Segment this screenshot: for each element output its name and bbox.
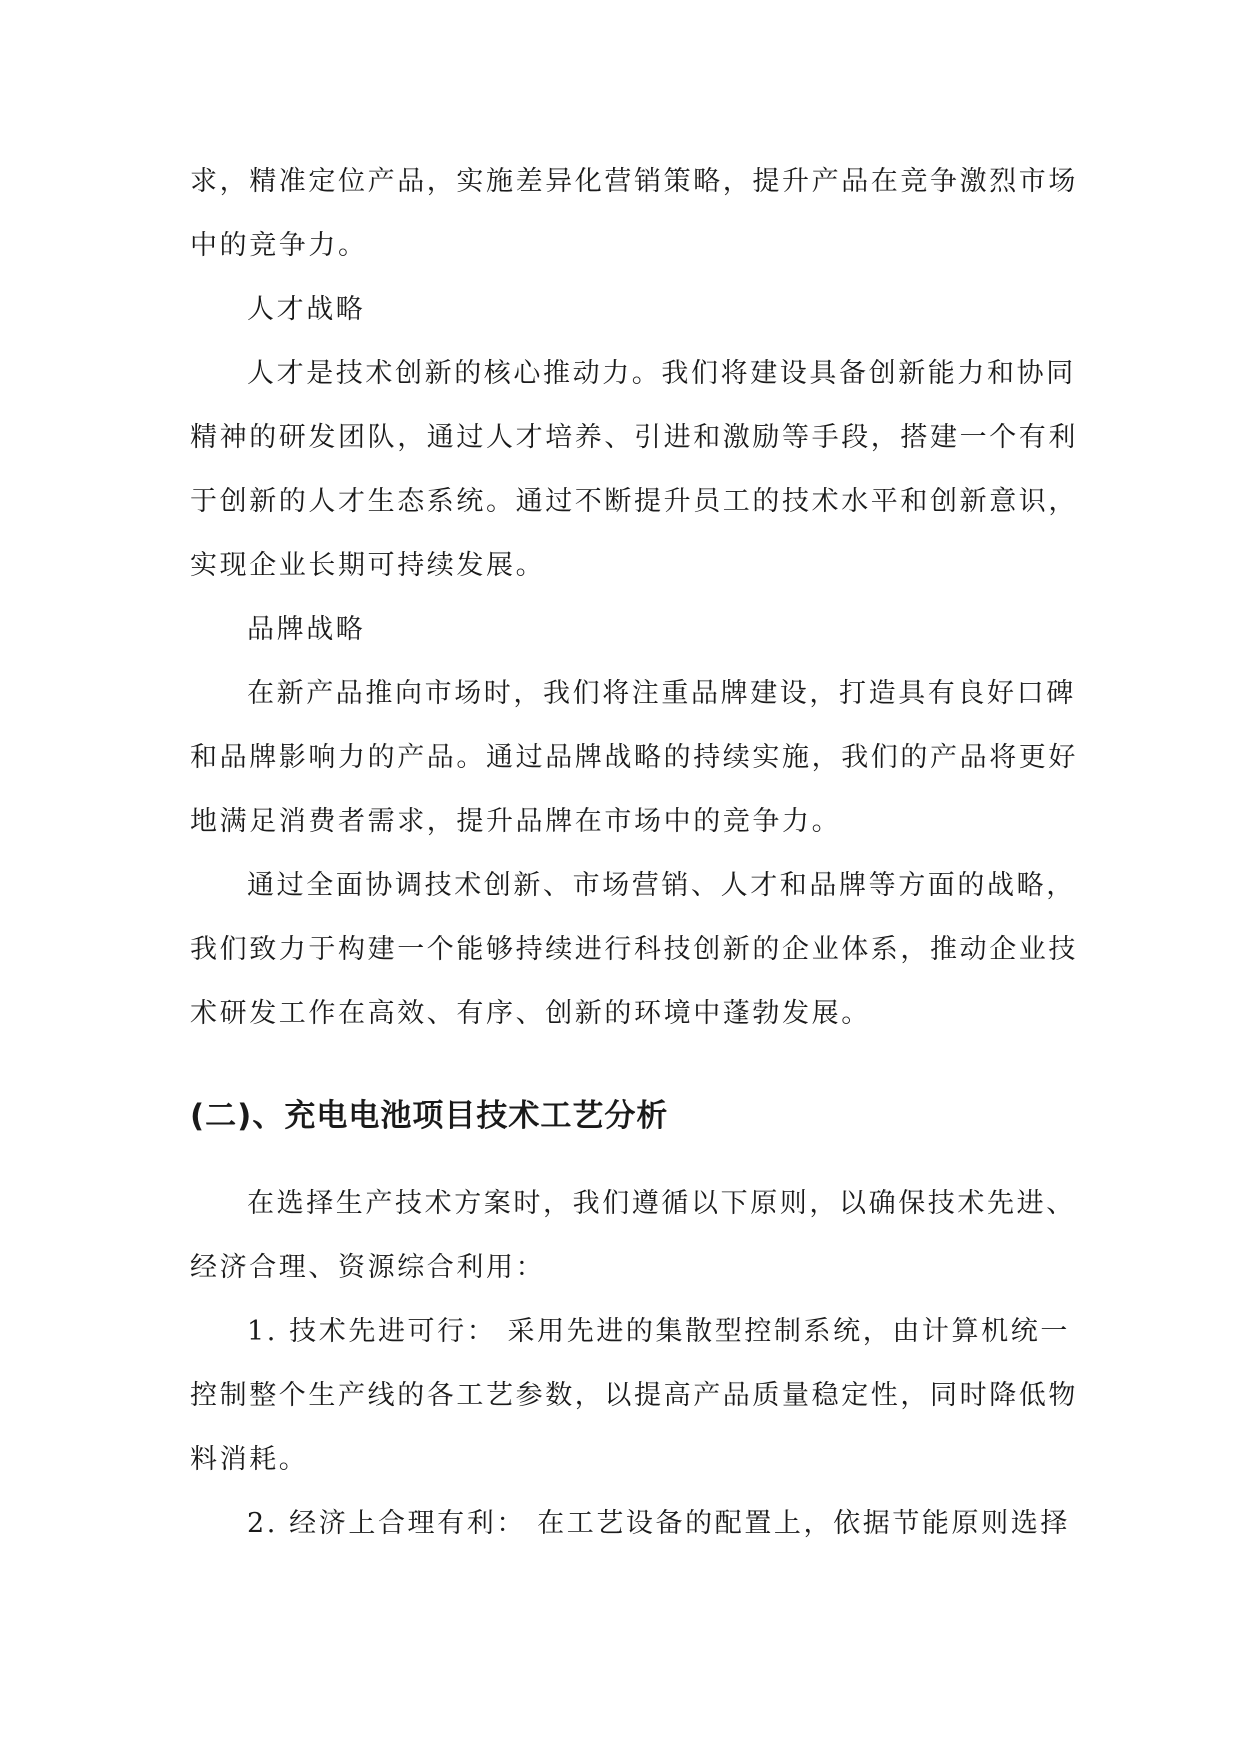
paragraph-line: 精神的研发团队，通过人才培养、引进和激励等手段，搭建一个有利 xyxy=(190,422,1078,453)
paragraph-line: 在选择生产技术方案时，我们遵循以下原则，以确保技术先进、 xyxy=(247,1188,1076,1219)
list-item-2: 2. 经济上合理有利： 在工艺设备的配置上，依据节能原则选择 xyxy=(247,1508,1070,1539)
paragraph-line: 和品牌影响力的产品。通过品牌战略的持续实施，我们的产品将更好 xyxy=(190,742,1078,773)
section-heading: (二)、充电电池项目技术工艺分析 xyxy=(190,1098,669,1134)
subheading-brand-strategy: 品牌战略 xyxy=(247,614,366,645)
paragraph-line: 地满足消费者需求，提升品牌在市场中的竞争力。 xyxy=(190,806,842,837)
paragraph-line: 实现企业长期可持续发展。 xyxy=(190,550,546,581)
paragraph-line: 料消耗。 xyxy=(190,1444,309,1475)
paragraph-line: 于创新的人才生态系统。通过不断提升员工的技术水平和创新意识， xyxy=(190,486,1078,517)
paragraph-line: 经济合理、资源综合利用： xyxy=(190,1252,546,1283)
paragraph-line: 通过全面协调技术创新、市场营销、人才和品牌等方面的战略， xyxy=(247,870,1076,901)
paragraph-line: 在新产品推向市场时，我们将注重品牌建设，打造具有良好口碑 xyxy=(247,678,1076,709)
paragraph-line: 人才是技术创新的核心推动力。我们将建设具备创新能力和协同 xyxy=(247,358,1076,389)
paragraph-line: 术研发工作在高效、有序、创新的环境中蓬勃发展。 xyxy=(190,998,871,1029)
list-item-1: 1. 技术先进可行： 采用先进的集散型控制系统，由计算机统一 xyxy=(247,1316,1070,1347)
paragraph-line: 控制整个生产线的各工艺参数，以提高产品质量稳定性，同时降低物 xyxy=(190,1380,1078,1411)
paragraph-line: 我们致力于构建一个能够持续进行科技创新的企业体系，推动企业技 xyxy=(190,934,1078,965)
paragraph-line: 求，精准定位产品，实施差异化营销策略，提升产品在竞争激烈市场 xyxy=(190,166,1078,197)
paragraph-line: 中的竞争力。 xyxy=(190,230,368,261)
subheading-talent-strategy: 人才战略 xyxy=(247,294,366,325)
